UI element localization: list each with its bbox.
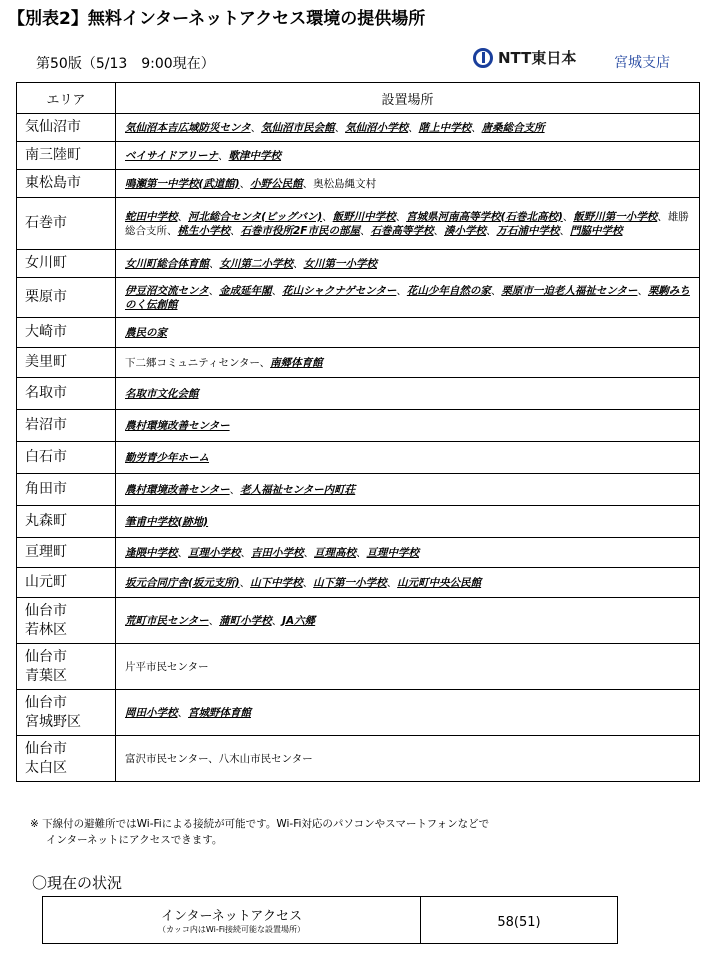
wifi-location: 農村環境改善センター xyxy=(125,419,230,432)
place-cell xyxy=(116,506,700,538)
wifi-location: 花山シャクナゲセンター xyxy=(282,284,397,297)
location-text: 、 xyxy=(177,706,188,719)
area-cell xyxy=(17,378,116,410)
area-cell xyxy=(17,568,116,598)
area-name: 仙台市 xyxy=(25,694,67,711)
table-row xyxy=(17,114,700,142)
wifi-location: 名取市文化会館 xyxy=(125,387,199,400)
wifi-location: 桃生小学校 xyxy=(177,224,230,237)
table-row xyxy=(17,348,700,378)
wifi-location: 河北総合センタ(ビッグバン) xyxy=(188,210,323,223)
place-cell xyxy=(116,410,700,442)
location-text: 、 xyxy=(359,224,371,237)
location-text: 、 xyxy=(490,284,502,297)
wifi-location: 亘理小学校 xyxy=(188,546,241,559)
status-value-cell xyxy=(421,897,618,944)
wifi-location: 亘理中学校 xyxy=(366,546,419,559)
wifi-location: 吉田小学校 xyxy=(251,546,304,559)
wifi-location: 宮城県河南高等学校(石巻北高校) xyxy=(406,210,563,223)
location-text: 、 xyxy=(386,576,398,589)
location-text: 、奥松島縄文村 xyxy=(302,177,377,190)
table-row xyxy=(17,278,700,318)
wifi-location: 鳴瀬第一中学校(武道館) xyxy=(125,177,240,190)
wifi-location: 歌津中学校 xyxy=(228,149,282,162)
place-cell xyxy=(116,250,700,278)
wifi-location: 飯野川中学校 xyxy=(332,210,396,223)
wifi-location: 気仙沼本吉広域防災センタ xyxy=(125,121,251,134)
location-text: 、 xyxy=(356,546,367,559)
status-row xyxy=(43,897,618,944)
table-row xyxy=(17,736,700,782)
area-cell xyxy=(17,736,116,782)
wifi-location: 小野公民館 xyxy=(250,177,303,190)
location-text: 、 xyxy=(293,257,304,270)
wifi-location: 南郷体育館 xyxy=(270,356,323,369)
area-name: 気仙沼市 xyxy=(25,119,81,135)
place-cell xyxy=(116,644,700,690)
location-text: 、 xyxy=(177,546,188,559)
area-cell xyxy=(17,170,116,198)
footnote-line-1: ※ 下線付の避難所ではWi-Fiによる接続が可能です。Wi-Fi対応のパソコンやスマートフォンなどで xyxy=(30,818,490,830)
wifi-location: 逢隈中学校 xyxy=(125,546,178,559)
area-name: 石巻市 xyxy=(25,215,67,231)
place-cell xyxy=(116,598,700,644)
wifi-location: 蛇田中学校 xyxy=(125,210,178,223)
location-text: 、 xyxy=(302,576,314,589)
status-heading: 〇現在の状況 xyxy=(32,874,123,892)
area-name: 女川町 xyxy=(25,255,67,271)
col-header-area: エリア xyxy=(17,83,116,114)
area-name: 美里町 xyxy=(25,354,67,370)
location-text: 、 xyxy=(485,224,497,237)
area-name: 青葉区 xyxy=(25,667,67,684)
wifi-location: 気仙沼市民会館 xyxy=(261,121,335,134)
table-row xyxy=(17,690,700,736)
place-cell xyxy=(116,474,700,506)
location-text: 、 xyxy=(239,177,251,190)
location-text: 、 xyxy=(334,121,346,134)
location-text: 、 xyxy=(208,284,220,297)
location-text: 、 xyxy=(322,210,333,223)
footnote xyxy=(30,816,489,848)
location-text: 、 xyxy=(239,576,251,589)
wifi-location: 荒町市民センター xyxy=(125,614,209,627)
area-cell xyxy=(17,142,116,170)
location-text: 、 xyxy=(396,284,407,297)
status-sublabel: （カッコ内はWi-Fi接続可能な設置場所） xyxy=(157,925,305,934)
ntt-logo xyxy=(473,47,576,68)
location-text: 、 xyxy=(177,210,188,223)
area-name: 若林区 xyxy=(25,621,67,638)
location-text: 、 xyxy=(208,614,220,627)
area-name: 白石市 xyxy=(25,449,67,465)
status-value: 58(51) xyxy=(497,914,541,930)
table-row xyxy=(17,142,700,170)
area-name: 仙台市 xyxy=(25,740,67,757)
wifi-location: 気仙沼小学校 xyxy=(345,121,409,134)
wifi-location: 蒲町小学校 xyxy=(219,614,272,627)
area-name: 仙台市 xyxy=(25,648,67,665)
table-row xyxy=(17,568,700,598)
table-row xyxy=(17,474,700,506)
area-cell xyxy=(17,348,116,378)
wifi-location: 石巻市役所2F市民の部屋 xyxy=(240,224,360,237)
table-row xyxy=(17,598,700,644)
location-text: 下二郷コミュニティセンター、 xyxy=(125,356,271,369)
wifi-location: 伊豆沼交流センタ xyxy=(125,284,209,297)
area-name: 南三陸町 xyxy=(25,147,81,163)
location-text: 、 xyxy=(562,210,574,223)
location-text: 、 xyxy=(433,224,444,237)
status-table xyxy=(42,896,618,944)
table-row xyxy=(17,378,700,410)
table-row xyxy=(17,442,700,474)
area-name: 太白区 xyxy=(25,759,67,776)
area-cell xyxy=(17,198,116,250)
table-row xyxy=(17,170,700,198)
place-cell xyxy=(116,114,700,142)
area-cell xyxy=(17,538,116,568)
place-cell xyxy=(116,690,700,736)
location-text: 、 xyxy=(395,210,407,223)
wifi-location: 湊小学校 xyxy=(443,224,486,237)
wifi-location: 花山少年自然の家 xyxy=(406,284,491,297)
place-cell xyxy=(116,170,700,198)
table-row xyxy=(17,198,700,250)
location-text: 、 xyxy=(271,614,283,627)
wifi-location: 老人福祉センター内町荘 xyxy=(240,483,356,496)
area-name: 角田市 xyxy=(25,481,67,497)
area-cell xyxy=(17,474,116,506)
wifi-location: 女川第一小学校 xyxy=(303,257,377,270)
wifi-location: 山下中学校 xyxy=(250,576,303,589)
place-cell xyxy=(116,318,700,348)
area-cell xyxy=(17,318,116,348)
location-text: 、 xyxy=(303,546,314,559)
branch-name: 宮城支店 xyxy=(614,55,670,71)
location-text: 、 xyxy=(240,546,251,559)
location-text: 、 xyxy=(230,224,241,237)
table-row xyxy=(17,644,700,690)
table-row xyxy=(17,506,700,538)
wifi-location: 山下第一小学校 xyxy=(313,576,387,589)
place-cell xyxy=(116,538,700,568)
wifi-location: 農村環境改善センター xyxy=(125,483,230,496)
wifi-location: ベイサイドアリーナ xyxy=(125,149,219,162)
wifi-location: 飯野川第一小学校 xyxy=(573,210,658,223)
place-cell xyxy=(116,568,700,598)
area-name: 栗原市 xyxy=(25,289,67,305)
wifi-location: 唐桑総合支所 xyxy=(481,121,545,134)
area-cell xyxy=(17,506,116,538)
location-text: 、 xyxy=(218,149,229,162)
location-text: 、 xyxy=(471,121,482,134)
page-title: 【別表2】無料インターネットアクセス環境の提供場所 xyxy=(8,9,426,29)
area-cell xyxy=(17,278,116,318)
wifi-location: 万石浦中学校 xyxy=(496,224,560,237)
brand-name: NTT東日本 xyxy=(498,49,577,67)
area-name: 大崎市 xyxy=(25,324,67,340)
area-cell xyxy=(17,598,116,644)
col-header-place: 設置場所 xyxy=(116,83,700,114)
wifi-location: 栗駒みちのく伝創館 xyxy=(125,284,690,311)
area-name: 東松島市 xyxy=(25,175,81,191)
wifi-location: 筆甫中学校(跡地) xyxy=(125,515,209,528)
area-name: 亘理町 xyxy=(25,544,67,560)
area-cell xyxy=(17,442,116,474)
status-label: インターネットアクセス xyxy=(160,909,303,924)
wifi-location: 女川第二小学校 xyxy=(219,257,293,270)
area-cell xyxy=(17,114,116,142)
location-text: 、雄勝総合支所、 xyxy=(125,210,689,237)
wifi-location: 金成延年閣 xyxy=(219,284,272,297)
wifi-location: 坂元合同庁舎(坂元支所) xyxy=(125,576,240,589)
wifi-location: 農民の家 xyxy=(125,326,167,339)
area-name: 岩沼市 xyxy=(25,417,67,433)
edition-label: 第50版（5/13 9:00現在） xyxy=(36,56,215,72)
place-cell xyxy=(116,442,700,474)
table-row xyxy=(17,538,700,568)
wifi-location: 女川町総合体育館 xyxy=(125,257,209,270)
wifi-location: 亘理高校 xyxy=(314,546,356,559)
area-name: 仙台市 xyxy=(25,602,67,619)
table-row xyxy=(17,318,700,348)
area-name: 丸森町 xyxy=(25,513,67,529)
place-cell xyxy=(116,736,700,782)
wifi-location: 石巻高等学校 xyxy=(370,224,434,237)
table-row xyxy=(17,250,700,278)
location-text: 、 xyxy=(209,257,220,270)
area-name: 山元町 xyxy=(25,574,67,590)
area-cell xyxy=(17,410,116,442)
location-text: 、 xyxy=(637,284,648,297)
area-cell xyxy=(17,690,116,736)
area-name: 名取市 xyxy=(25,385,67,401)
area-cell xyxy=(17,644,116,690)
place-cell xyxy=(116,378,700,410)
wifi-location: 栗原市一迫老人福祉センター xyxy=(501,284,638,297)
location-text: 、 xyxy=(271,284,283,297)
wifi-location: JA六郷 xyxy=(282,614,316,627)
ntt-logo-icon xyxy=(473,48,493,68)
wifi-location: 宮城野体育館 xyxy=(188,706,251,719)
wifi-location: 山元町中央公民館 xyxy=(397,576,482,589)
location-text: 、 xyxy=(408,121,419,134)
status-label-cell xyxy=(43,897,421,944)
locations-table xyxy=(16,82,700,782)
place-cell xyxy=(116,198,700,250)
area-name: 宮城野区 xyxy=(25,713,81,730)
table-header-row xyxy=(17,83,700,114)
place-cell xyxy=(116,348,700,378)
table-row xyxy=(17,410,700,442)
location-text: 、 xyxy=(229,483,241,496)
location-text: 富沢市民センター、八木山市民センター xyxy=(125,752,313,765)
place-cell xyxy=(116,278,700,318)
wifi-location: 階上中学校 xyxy=(418,121,472,134)
location-text: 片平市民センター xyxy=(125,660,209,673)
wifi-location: 門脇中学校 xyxy=(569,224,623,237)
wifi-location: 岡田小学校 xyxy=(125,706,178,719)
area-cell xyxy=(17,250,116,278)
footnote-line-2: インターネットにアクセスできます。 xyxy=(46,834,223,846)
location-text: 、 xyxy=(250,121,262,134)
wifi-location: 勤労青少年ホーム xyxy=(125,451,209,464)
location-text: 、 xyxy=(559,224,570,237)
place-cell xyxy=(116,142,700,170)
